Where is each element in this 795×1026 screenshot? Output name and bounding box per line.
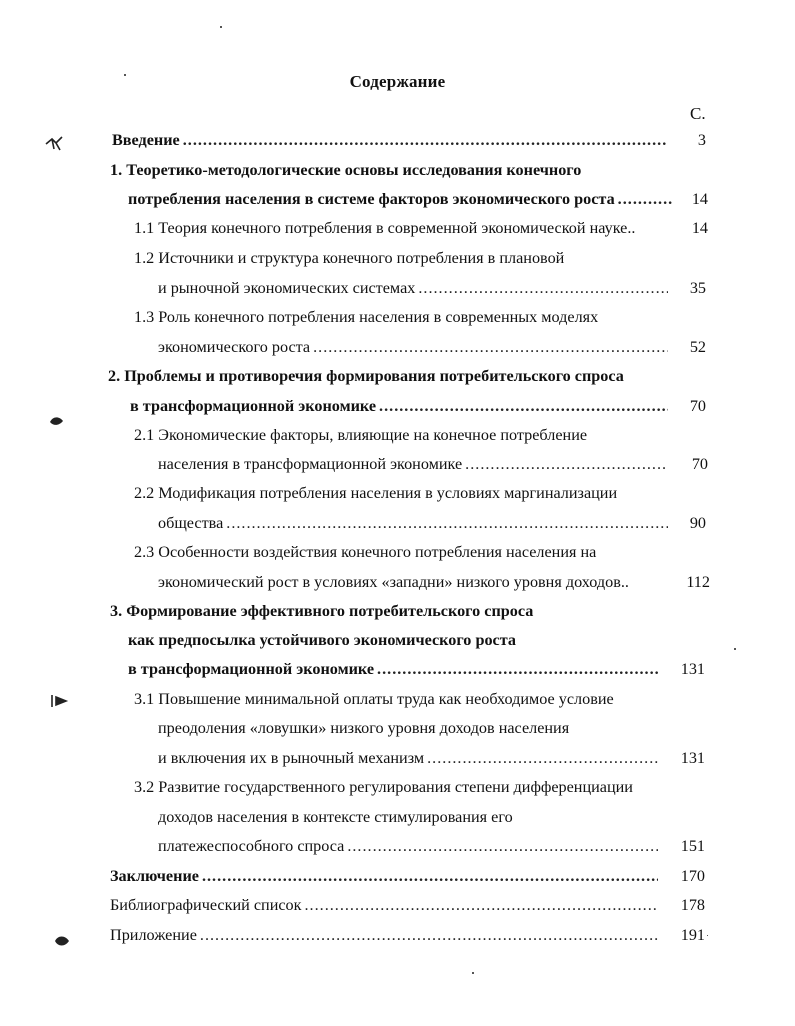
toc-entry-text: 1.2 Источники и структура конечного потребления в плановой xyxy=(134,249,565,267)
toc-page-number: 14 xyxy=(691,190,708,208)
dot-leader xyxy=(347,837,658,856)
toc-entry-text: как предпосылка устойчивого экономического роста xyxy=(128,631,516,649)
dot-leader xyxy=(226,514,668,533)
scan-mark-icon xyxy=(50,693,70,709)
toc-entry-text: 3. Формирование эффективного потребительского спроса xyxy=(110,602,534,620)
toc-entry-text: в трансформационной экономике xyxy=(130,397,377,415)
scan-speck xyxy=(734,648,736,650)
toc-entry-text: населения в трансформационной экономике xyxy=(158,455,463,473)
dot-leader xyxy=(379,397,668,416)
scan-speck xyxy=(707,935,708,936)
toc-chapter-3-line-1[interactable] xyxy=(110,602,670,624)
toc-entry-text: и включения их в рыночный механизм xyxy=(158,749,425,767)
dot-leader xyxy=(202,867,658,886)
toc-entry-text: экономический рост в условиях «западни» низкого уровня доходов.. xyxy=(158,573,629,591)
toc-entry-text: 3.1 Повышение минимальной оплаты труда как необходимое условие xyxy=(134,690,614,708)
toc-entry-introduction[interactable] xyxy=(112,131,672,153)
toc-page-number: 131 xyxy=(680,749,705,767)
scan-mark-icon xyxy=(52,933,72,949)
toc-section-2-2-line-1[interactable] xyxy=(134,484,694,506)
toc-page-number: 112 xyxy=(686,573,710,591)
toc-page-number: 191 xyxy=(680,926,705,944)
toc-section-2-2-line-2[interactable] xyxy=(158,514,672,536)
toc-page-number: 151 xyxy=(680,837,705,855)
toc-entry-text: 2. Проблемы и противоречия формирования потребительского спроса xyxy=(108,367,624,385)
toc-entry-text: Приложение xyxy=(110,926,197,944)
page-column-label: С. xyxy=(690,104,706,123)
toc-page-number: 178 xyxy=(680,896,705,914)
toc-page-number: 170 xyxy=(680,867,705,885)
toc-section-1-2-line-1[interactable] xyxy=(134,249,684,271)
toc-section-2-3-line-2[interactable] xyxy=(158,573,688,595)
toc-section-2-1-line-2[interactable] xyxy=(158,455,672,477)
toc-entry-text: 2.1 Экономические факторы, влияющие на конечное потребление xyxy=(134,426,588,444)
scan-speck xyxy=(124,74,126,76)
dot-leader xyxy=(305,896,659,915)
toc-entry-text: доходов населения в контексте стимулирования его xyxy=(158,808,513,826)
toc-entry-conclusion[interactable] xyxy=(110,867,662,889)
toc-entry-bibliography[interactable] xyxy=(110,896,662,918)
toc-chapter-1-line-2[interactable] xyxy=(128,190,678,212)
dot-leader xyxy=(377,660,658,679)
toc-page-number: 131 xyxy=(680,660,705,678)
toc-section-3-2-line-1[interactable] xyxy=(134,778,694,800)
toc-entry-text: преодоления «ловушки» низкого уровня доходов населения xyxy=(158,719,570,737)
dot-leader xyxy=(427,749,658,768)
toc-page-number: 52 xyxy=(689,338,706,356)
toc-section-3-2-line-3[interactable] xyxy=(158,837,662,859)
toc-entry-text: Введение xyxy=(112,131,180,149)
toc-page-number: 3 xyxy=(697,131,706,149)
toc-entry-text: 1. Теоретико-методологические основы исследования конечного xyxy=(110,161,582,179)
scan-mark-icon xyxy=(44,135,64,153)
dot-leader xyxy=(418,279,668,298)
toc-entry-text: 1.1 Теория конечного потребления в современной экономической науке.. xyxy=(134,219,636,237)
toc-page-number: 90 xyxy=(689,514,706,532)
scan-speck xyxy=(472,972,474,974)
toc-page-number: 35 xyxy=(689,279,706,297)
toc-chapter-1-line-1[interactable] xyxy=(110,161,690,183)
toc-section-1-2-line-2[interactable] xyxy=(158,279,672,301)
toc-entry-text: и рыночной экономических системах xyxy=(158,279,416,297)
toc-section-3-1-line-2[interactable] xyxy=(158,719,688,741)
toc-section-3-2-line-2[interactable] xyxy=(158,808,688,830)
toc-chapter-3-line-2[interactable] xyxy=(128,631,688,653)
page-title: Содержание xyxy=(349,72,446,91)
toc-chapter-2-line-2[interactable] xyxy=(130,397,672,419)
toc-entry-text: 2.2 Модификация потребления населения в условиях маргинализации xyxy=(134,484,618,502)
scan-speck xyxy=(220,26,222,28)
dot-leader xyxy=(183,131,668,150)
toc-chapter-3-line-3[interactable] xyxy=(128,660,662,682)
toc-page-number: 70 xyxy=(691,455,708,473)
toc-entry-text: Заключение xyxy=(110,867,199,885)
toc-entry-text: 3.2 Развитие государственного регулирования степени дифференциации xyxy=(134,778,633,796)
toc-section-1-1[interactable] xyxy=(134,219,684,241)
scan-mark-icon xyxy=(48,414,66,430)
toc-section-2-3-line-1[interactable] xyxy=(134,543,694,565)
toc-entry-appendix[interactable] xyxy=(110,926,662,948)
dot-leader xyxy=(465,455,668,474)
toc-entry-text: экономического роста xyxy=(158,338,311,356)
toc-page-number: 70 xyxy=(689,397,706,415)
dot-leader xyxy=(200,926,658,945)
toc-section-1-3-line-2[interactable] xyxy=(158,338,672,360)
toc-section-2-1-line-1[interactable] xyxy=(134,426,684,448)
toc-entry-text: Библиографический список xyxy=(110,896,302,914)
toc-section-3-1-line-1[interactable] xyxy=(134,690,694,712)
toc-entry-text: в трансформационной экономике xyxy=(128,660,375,678)
toc-chapter-2-line-1[interactable] xyxy=(108,367,688,389)
toc-entry-text: потребления населения в системе факторов экономического роста xyxy=(128,190,615,208)
toc-section-1-3-line-1[interactable] xyxy=(134,308,684,330)
dot-leader xyxy=(313,338,668,357)
toc-entry-text: 1.3 Роль конечного потребления населения в современных моделях xyxy=(134,308,599,326)
toc-page-number: 14 xyxy=(691,219,708,237)
toc-entry-text: платежеспособного спроса xyxy=(158,837,345,855)
toc-section-3-1-line-3[interactable] xyxy=(158,749,662,771)
toc-entry-text: 2.3 Особенности воздействия конечного потребления населения на xyxy=(134,543,597,561)
toc-entry-text: общества xyxy=(158,514,224,532)
